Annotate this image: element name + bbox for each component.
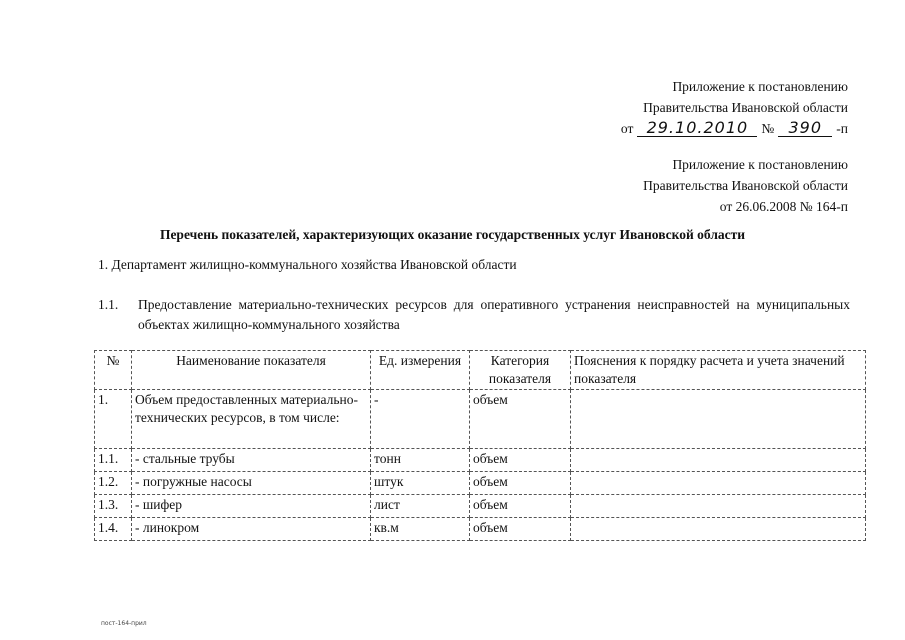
annex-line-2: Правительства Ивановской области: [643, 100, 848, 115]
annex-from-prefix: от: [620, 121, 634, 136]
table-row: [95, 495, 866, 518]
cell-name: - шифер: [132, 495, 371, 518]
section-number: 1.1.: [98, 297, 119, 312]
table-row: [95, 472, 866, 495]
annex-header-original: [643, 154, 848, 217]
cell-category: объем: [470, 472, 571, 495]
cell-notes: [571, 518, 866, 541]
cell-unit: штук: [371, 472, 470, 495]
indicators-table: [94, 350, 866, 541]
header-notes: Пояснения к порядку расчета и учета значений показателя: [571, 351, 866, 390]
cell-no: 1.4.: [95, 518, 132, 541]
cell-name: - погружные насосы: [132, 472, 371, 495]
table-row: [95, 518, 866, 541]
cell-category: объем: [470, 495, 571, 518]
header-name: Наименование показателя: [132, 351, 371, 390]
cell-name: Объем предоставленных материально-технических ресурсов, в том числе:: [132, 390, 371, 449]
annex-number-suffix: -п: [836, 121, 848, 136]
header-no: №: [95, 351, 132, 390]
cell-category: объем: [470, 518, 571, 541]
annex-orig-line-3: от 26.06.2008 № 164-п: [719, 199, 848, 214]
cell-no: 1.: [95, 390, 132, 449]
department-heading: 1. Департамент жилищно-коммунального хозяйства Ивановской области: [98, 257, 517, 272]
cell-notes: [571, 449, 866, 472]
cell-unit: кв.м: [371, 518, 470, 541]
table-header-row: [95, 351, 866, 390]
cell-category: объем: [470, 449, 571, 472]
handwritten-number: 390: [778, 120, 832, 137]
section-paragraph: [98, 295, 850, 335]
cell-name: - линокром: [132, 518, 371, 541]
document-title: Перечень показателей, характеризующих оказание государственных услуг Ивановской области: [159, 227, 746, 242]
cell-unit: -: [371, 390, 470, 449]
annex-number-sign: №: [761, 121, 775, 136]
cell-notes: [571, 495, 866, 518]
annex-header-current: [621, 76, 848, 139]
cell-notes: [571, 390, 866, 449]
cell-no: 1.2.: [95, 472, 132, 495]
annex-orig-line-2: Правительства Ивановской области: [643, 178, 848, 193]
header-unit: Ед. измерения: [371, 351, 470, 390]
cell-no: 1.1.: [95, 449, 132, 472]
cell-no: 1.3.: [95, 495, 132, 518]
table-row: [95, 449, 866, 472]
cell-category: объем: [470, 390, 571, 449]
table-row: [95, 390, 866, 449]
cell-name: - стальные трубы: [132, 449, 371, 472]
cell-notes: [571, 472, 866, 495]
annex-line-1: Приложение к постановлению: [672, 79, 848, 94]
cell-unit: лист: [371, 495, 470, 518]
section-text: Предоставление материально-технических ресурсов для оперативного устранения неисправностей на муниципальных объектах жилищно-коммунального хозяйства: [138, 297, 850, 332]
annex-date-row: [621, 118, 848, 139]
header-category: Категория показателя: [470, 351, 571, 390]
footer-file-label: пост-164-прил: [101, 620, 147, 627]
annex-orig-line-1: Приложение к постановлению: [672, 157, 848, 172]
handwritten-date: 29.10.2010: [637, 120, 757, 137]
cell-unit: тонн: [371, 449, 470, 472]
